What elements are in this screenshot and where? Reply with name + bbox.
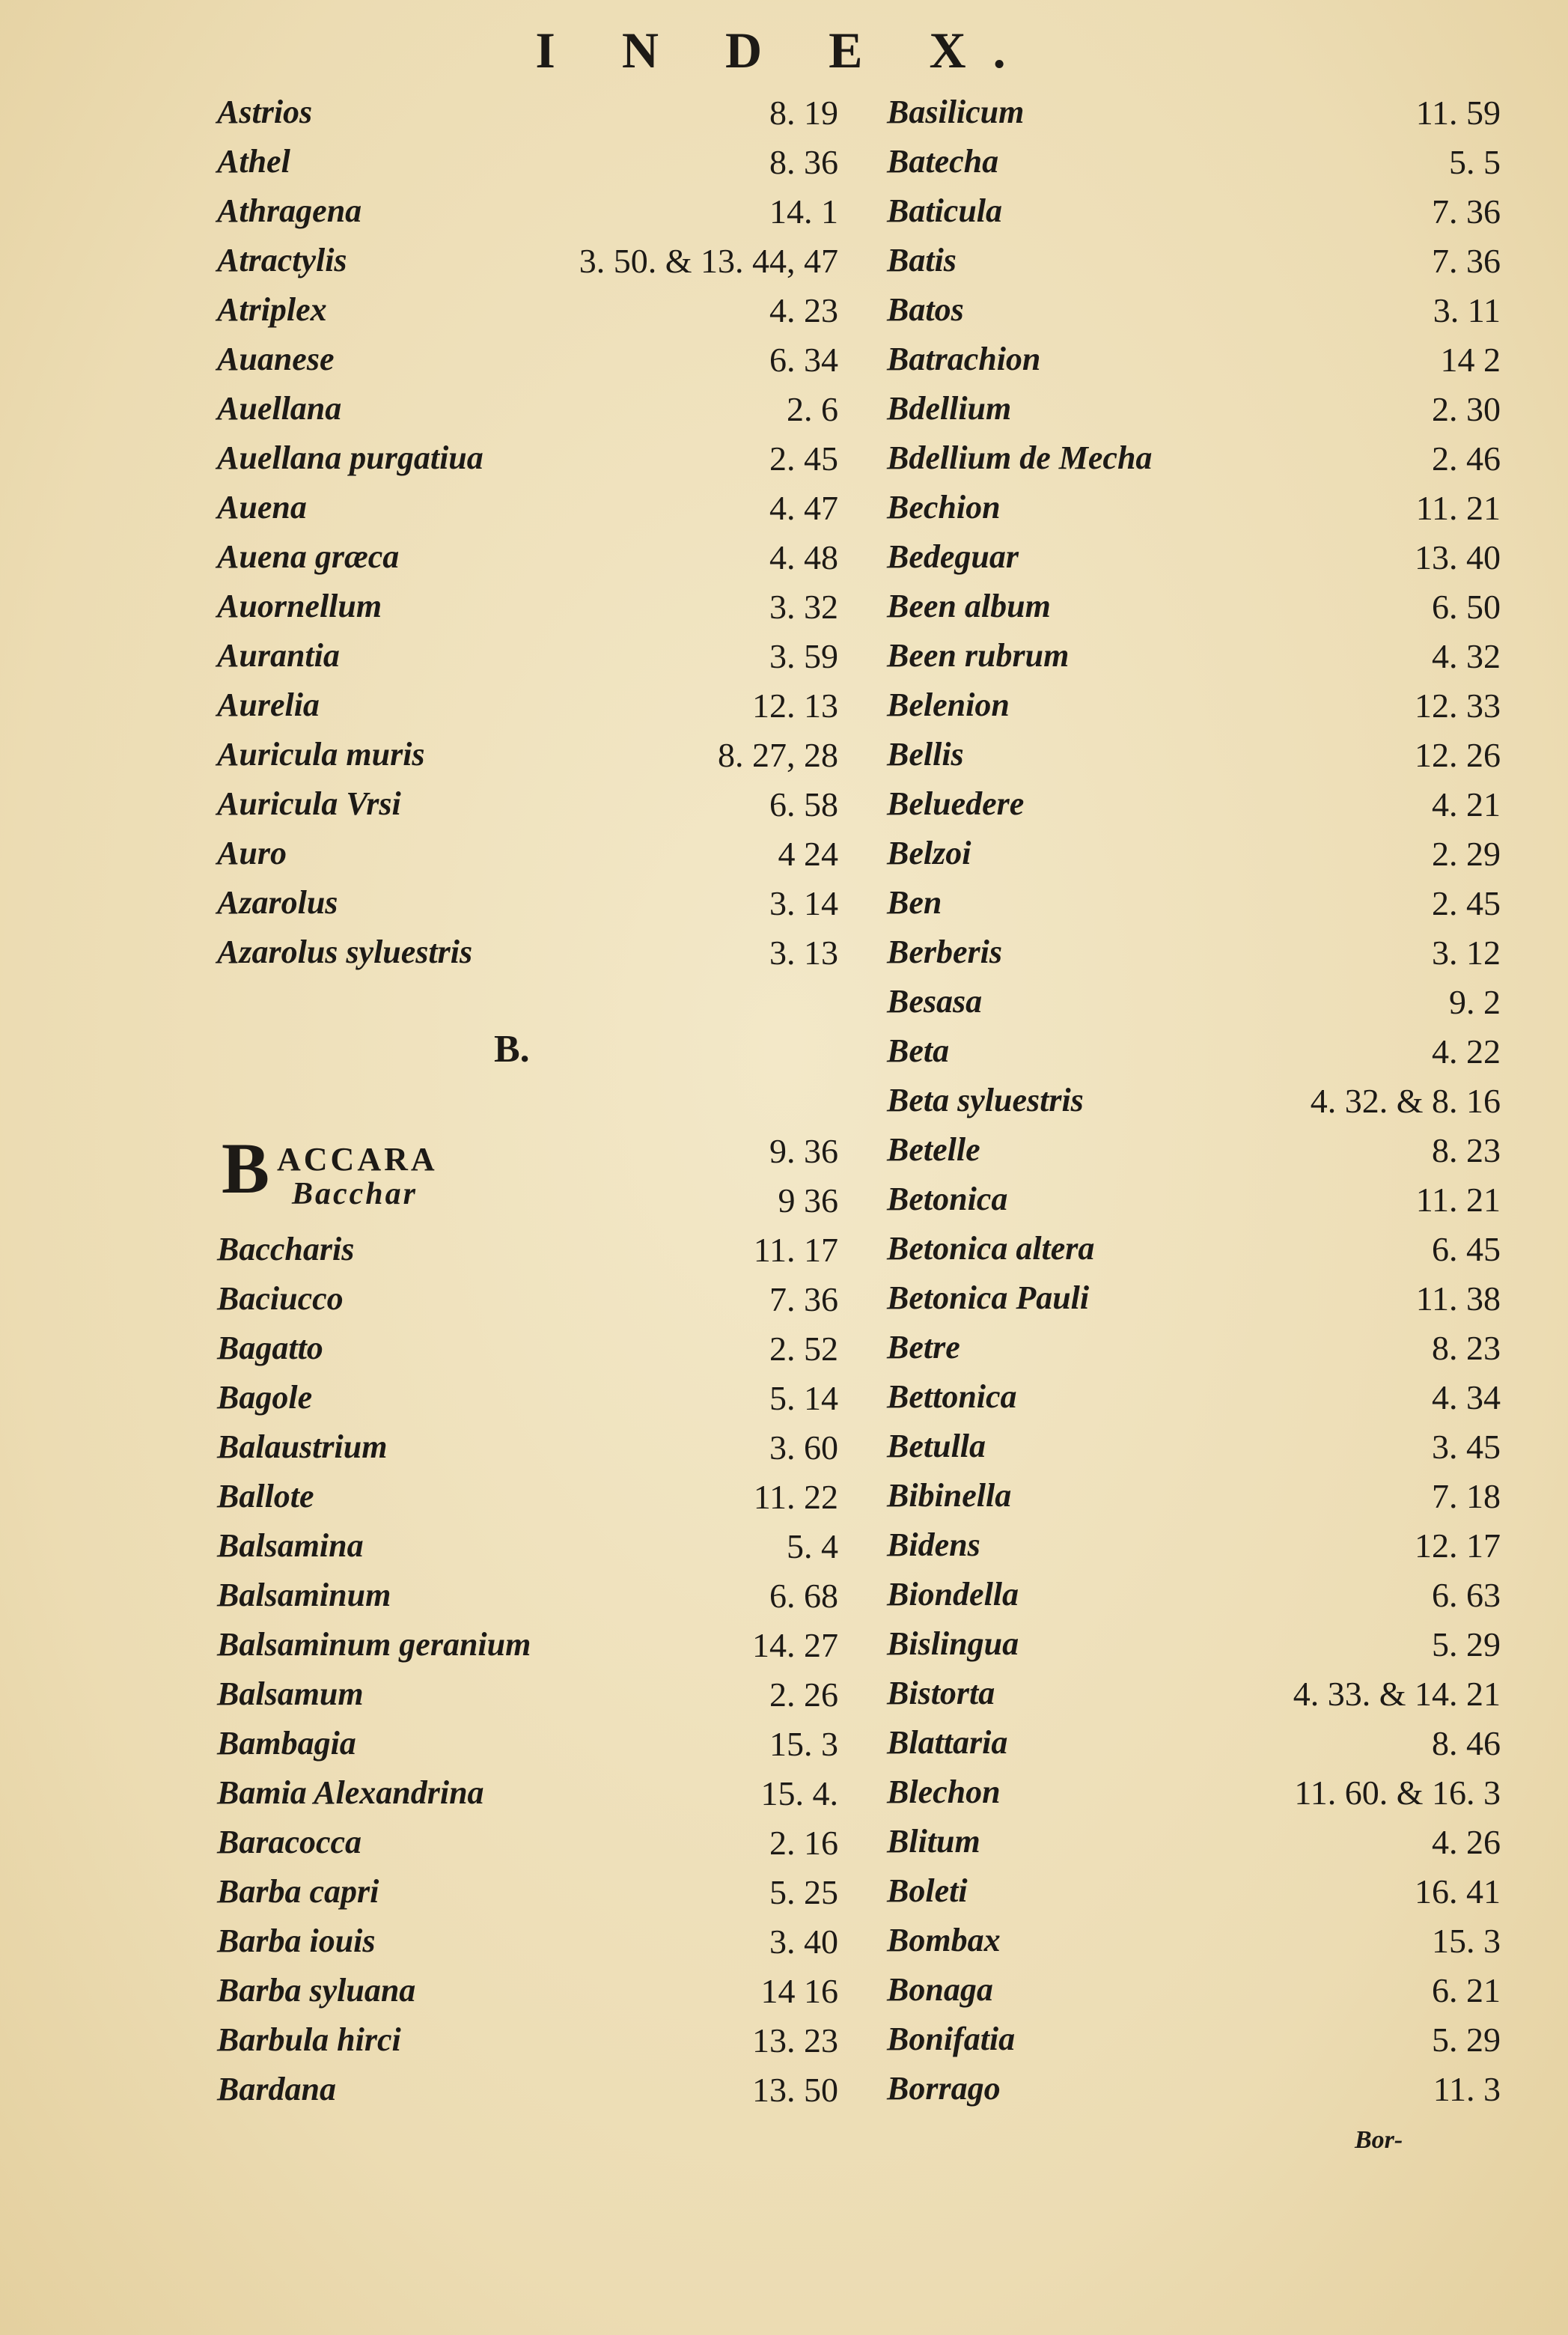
index-entry xyxy=(210,780,838,829)
index-term: Batos xyxy=(887,291,964,328)
index-term: Bdellium de Mecha xyxy=(887,439,1153,476)
index-term: Beta xyxy=(887,1032,950,1069)
index-term: Astrios xyxy=(217,94,313,130)
index-term: Baccharis xyxy=(217,1231,355,1267)
index-reference: 2. 45 xyxy=(769,439,838,478)
index-entry xyxy=(210,1621,838,1670)
index-reference: 15. 4. xyxy=(760,1774,838,1812)
index-reference: 13. 50 xyxy=(752,2071,838,2109)
index-term: Betelle xyxy=(887,1131,980,1168)
index-term: Auanese xyxy=(217,341,335,377)
index-entry xyxy=(210,582,838,632)
index-entry xyxy=(879,1867,1501,1917)
index-reference: 4. 23 xyxy=(769,291,838,329)
index-reference: 8. 23 xyxy=(1432,1131,1501,1169)
index-entry xyxy=(210,484,838,533)
index-entry xyxy=(210,2065,838,2115)
index-entry xyxy=(879,1966,1501,2015)
index-reference: 12. 17 xyxy=(1415,1526,1501,1565)
index-term: Atriplex xyxy=(217,291,327,328)
index-term: Been album xyxy=(887,588,1051,624)
index-term: Aurelia xyxy=(217,687,320,723)
index-entry xyxy=(210,533,838,582)
index-entry xyxy=(210,928,838,978)
index-reference: 13. 40 xyxy=(1415,538,1501,576)
index-list-a xyxy=(210,88,838,978)
index-entry xyxy=(210,1324,838,1374)
index-entry xyxy=(210,1917,838,1967)
index-entry xyxy=(879,632,1501,681)
index-reference: 5. 5 xyxy=(1449,143,1501,181)
index-entry xyxy=(879,731,1501,780)
index-reference: 6. 58 xyxy=(769,785,838,824)
index-entry xyxy=(879,1225,1501,1274)
index-term: Balsaminum geranium xyxy=(217,1626,531,1663)
index-term: Batrachion xyxy=(887,341,1041,377)
index-entry xyxy=(879,1027,1501,1077)
index-reference: 14 16 xyxy=(760,1972,838,2010)
index-term: Ben xyxy=(887,884,942,921)
index-reference: 3. 40 xyxy=(769,1923,838,1961)
index-reference: 2. 16 xyxy=(769,1824,838,1862)
index-entry xyxy=(879,2015,1501,2065)
drop-cap-rest: ACCARA xyxy=(277,1141,438,1178)
index-reference: 4. 47 xyxy=(769,489,838,527)
index-entry xyxy=(210,632,838,681)
index-term: Barbula hirci xyxy=(217,2021,401,2058)
index-entry xyxy=(879,1274,1501,1324)
index-term: Bombax xyxy=(887,1922,1001,1958)
index-reference: 8. 36 xyxy=(769,143,838,181)
index-entry xyxy=(210,138,838,187)
index-reference: 11. 17 xyxy=(753,1231,838,1269)
index-list-right xyxy=(879,88,1501,2114)
index-reference: 11. 59 xyxy=(1415,94,1501,132)
index-reference: 6. 34 xyxy=(769,341,838,379)
index-reference: 3. 13 xyxy=(769,934,838,972)
index-term: Auellana purgatiua xyxy=(217,439,483,476)
index-entry xyxy=(210,1868,838,1917)
index-term: Auena græca xyxy=(217,538,400,575)
index-entry xyxy=(879,187,1501,237)
index-term: Bagole xyxy=(217,1379,313,1416)
index-term: Auricula muris xyxy=(217,736,425,773)
index-reference: 7. 36 xyxy=(769,1280,838,1318)
index-term: Been rubrum xyxy=(887,637,1070,674)
index-entry xyxy=(879,1373,1501,1422)
index-reference: 6. 45 xyxy=(1432,1230,1501,1268)
index-reference: 2. 45 xyxy=(1432,884,1501,922)
index-term: Boleti xyxy=(887,1872,968,1909)
index-reference: 3. 50. & 13. 44, 47 xyxy=(579,242,838,280)
index-entry xyxy=(879,978,1501,1027)
index-term: Betulla xyxy=(887,1428,986,1464)
index-entry xyxy=(879,335,1501,385)
index-entry xyxy=(879,484,1501,533)
index-entry xyxy=(210,1423,838,1473)
index-term: Besasa xyxy=(887,983,983,1020)
index-entry xyxy=(210,879,838,928)
index-entry xyxy=(879,1620,1501,1669)
index-term: Bardana xyxy=(217,2071,336,2107)
index-term: Auellana xyxy=(217,390,342,427)
index-entry xyxy=(879,88,1501,138)
index-term: Belzoi xyxy=(887,835,971,871)
index-reference: 11. 60. & 16. 3 xyxy=(1294,1774,1501,1812)
index-reference: 4 24 xyxy=(778,835,838,873)
index-term: Baracocca xyxy=(217,1824,362,1860)
index-entry xyxy=(879,1818,1501,1867)
index-reference: 4. 21 xyxy=(1432,785,1501,824)
page-title: I N D E X. xyxy=(535,22,1033,79)
index-reference: 8. 46 xyxy=(1432,1724,1501,1762)
index-reference: 4. 32 xyxy=(1432,637,1501,675)
index-reference: 7. 36 xyxy=(1432,242,1501,280)
index-reference: 2. 30 xyxy=(1432,390,1501,428)
index-term: Bibinella xyxy=(887,1477,1012,1514)
index-entry xyxy=(879,829,1501,879)
index-term: Bistorta xyxy=(887,1675,995,1711)
index-entry xyxy=(210,2016,838,2065)
index-entry xyxy=(210,1670,838,1720)
index-term: Bonaga xyxy=(887,1971,993,2008)
index-term: Basilicum xyxy=(887,94,1025,130)
index-term: Bettonica xyxy=(887,1378,1017,1415)
index-entry xyxy=(879,2065,1501,2114)
index-reference: 5. 14 xyxy=(769,1379,838,1417)
index-reference: 3. 12 xyxy=(1432,934,1501,972)
index-term: Betonica xyxy=(887,1181,1008,1217)
index-term: Athel xyxy=(217,143,290,180)
index-list-b xyxy=(210,1226,838,2115)
index-reference: 4. 26 xyxy=(1432,1823,1501,1861)
index-term: Balaustrium xyxy=(217,1428,388,1465)
index-reference: 14. 27 xyxy=(752,1626,838,1664)
index-entry xyxy=(210,1769,838,1818)
index-entry xyxy=(210,1571,838,1621)
index-term: Baticula xyxy=(887,192,1003,229)
index-reference: 3. 11 xyxy=(1433,291,1501,329)
index-term: Ballote xyxy=(217,1478,314,1514)
index-entry xyxy=(210,829,838,879)
index-entry xyxy=(879,1077,1501,1126)
index-entry xyxy=(210,731,838,780)
index-entry xyxy=(210,1720,838,1769)
right-column xyxy=(879,88,1501,2114)
index-reference: 11. 38 xyxy=(1415,1279,1501,1318)
index-reference: 3. 45 xyxy=(1432,1428,1501,1466)
index-reference: 7. 18 xyxy=(1432,1477,1501,1515)
index-reference: 15. 3 xyxy=(769,1725,838,1763)
index-term: Bagatto xyxy=(217,1330,323,1366)
index-entry xyxy=(879,434,1501,484)
index-entry xyxy=(210,1473,838,1522)
index-term: Bedeguar xyxy=(887,538,1019,575)
index-reference: 6. 63 xyxy=(1432,1576,1501,1614)
index-entry xyxy=(879,928,1501,978)
index-reference: 6. 21 xyxy=(1432,1971,1501,2009)
index-reference: 2. 6 xyxy=(787,390,838,428)
index-reference: 8. 27, 28 xyxy=(718,736,838,774)
index-entry xyxy=(210,1226,838,1275)
index-term: Auena xyxy=(217,489,307,526)
index-term: Athragena xyxy=(217,192,362,229)
index-reference: 5. 29 xyxy=(1432,1625,1501,1663)
index-reference: 2. 29 xyxy=(1432,835,1501,873)
index-entry xyxy=(210,1967,838,2016)
index-reference: 6. 68 xyxy=(769,1577,838,1615)
index-reference: 11. 3 xyxy=(1433,2070,1501,2108)
index-term: Berberis xyxy=(887,934,1002,970)
index-term: Bellis xyxy=(887,736,964,773)
index-reference: 3. 59 xyxy=(769,637,838,675)
index-entry xyxy=(879,1669,1501,1719)
index-term: Bambagia xyxy=(217,1725,356,1762)
index-reference: 3. 14 xyxy=(769,884,838,922)
index-reference: 14. 1 xyxy=(769,192,838,231)
index-term: Belenion xyxy=(887,687,1010,723)
index-term: Baciucco xyxy=(217,1280,344,1317)
index-entry xyxy=(879,582,1501,632)
index-entry xyxy=(879,681,1501,731)
index-reference: 9 36 xyxy=(778,1181,838,1220)
index-entry xyxy=(879,533,1501,582)
index-reference: 7. 36 xyxy=(1432,192,1501,231)
index-term: Auricula Vrsi xyxy=(217,785,401,822)
index-term: Auornellum xyxy=(217,588,382,624)
left-column-b xyxy=(210,1127,838,2115)
index-reference: 5. 29 xyxy=(1432,2021,1501,2059)
index-reference: 2. 46 xyxy=(1432,439,1501,478)
index-reference: 4. 22 xyxy=(1432,1032,1501,1071)
index-entry xyxy=(879,1324,1501,1373)
index-entry xyxy=(879,1768,1501,1818)
index-term: Balsamina xyxy=(217,1527,364,1564)
index-reference: 2. 52 xyxy=(769,1330,838,1368)
index-entry xyxy=(879,385,1501,434)
index-entry xyxy=(879,1571,1501,1620)
index-entry xyxy=(879,1126,1501,1175)
section-heading-b: B. xyxy=(494,1028,530,1071)
index-reference: 13. 23 xyxy=(752,2021,838,2060)
index-reference: 3. 60 xyxy=(769,1428,838,1467)
index-term: Bidens xyxy=(887,1526,980,1563)
index-reference: 16. 41 xyxy=(1415,1872,1501,1911)
index-reference: 12. 26 xyxy=(1415,736,1501,774)
index-term: Bechion xyxy=(887,489,1001,526)
index-entry xyxy=(210,286,838,335)
index-entry xyxy=(210,1127,838,1226)
index-term: Balsaminum xyxy=(217,1577,391,1613)
index-term: Betre xyxy=(887,1329,960,1366)
index-reference: 12. 13 xyxy=(752,687,838,725)
index-reference: 9. 36 xyxy=(769,1132,838,1170)
index-reference: 14 2 xyxy=(1440,341,1501,379)
index-reference: 3. 32 xyxy=(769,588,838,626)
index-subterm: Bacchar xyxy=(292,1177,418,1211)
index-entry xyxy=(879,1472,1501,1521)
index-term: Biondella xyxy=(887,1576,1019,1613)
index-term: Bonifatia xyxy=(887,2021,1016,2057)
index-entry xyxy=(210,1818,838,1868)
index-reference: 4. 32. & 8. 16 xyxy=(1310,1082,1501,1120)
index-entry xyxy=(210,187,838,237)
index-reference: 15. 3 xyxy=(1432,1922,1501,1960)
index-reference: 9. 2 xyxy=(1449,983,1501,1021)
index-entry xyxy=(879,879,1501,928)
index-reference: 6. 50 xyxy=(1432,588,1501,626)
index-entry xyxy=(210,1522,838,1571)
index-reference: 5. 4 xyxy=(787,1527,838,1565)
index-entry xyxy=(210,335,838,385)
index-term: Batecha xyxy=(887,143,999,180)
index-reference: 8. 23 xyxy=(1432,1329,1501,1367)
index-term: Blattaria xyxy=(887,1724,1008,1761)
index-entry xyxy=(210,237,838,286)
index-term: Bislingua xyxy=(887,1625,1019,1662)
index-term: Barba syluana xyxy=(217,1972,416,2009)
index-reference: 11. 21 xyxy=(1415,489,1501,527)
index-entry xyxy=(210,681,838,731)
index-term: Borrago xyxy=(887,2070,1001,2107)
index-term: Aurantia xyxy=(217,637,340,674)
index-entry xyxy=(879,780,1501,829)
index-term: Bdellium xyxy=(887,390,1012,427)
index-term: Beluedere xyxy=(887,785,1025,822)
index-term: Betonica altera xyxy=(887,1230,1095,1267)
index-entry xyxy=(210,88,838,138)
index-entry xyxy=(879,1719,1501,1768)
index-term: Barba capri xyxy=(217,1873,379,1910)
index-term: Balsamum xyxy=(217,1675,364,1712)
index-reference: 2. 26 xyxy=(769,1675,838,1714)
index-term: Azarolus xyxy=(217,884,338,921)
index-term: Barba iouis xyxy=(217,1923,376,1959)
index-reference: 5. 25 xyxy=(769,1873,838,1911)
index-reference: 12. 33 xyxy=(1415,687,1501,725)
index-reference: 4. 33. & 14. 21 xyxy=(1293,1675,1501,1713)
left-column xyxy=(210,88,838,978)
index-entry xyxy=(879,286,1501,335)
index-entry xyxy=(210,1374,838,1423)
index-term: Blitum xyxy=(887,1823,980,1860)
index-entry xyxy=(879,138,1501,187)
index-entry xyxy=(210,434,838,484)
index-term: Atractylis xyxy=(217,242,347,278)
index-reference: 4. 34 xyxy=(1432,1378,1501,1416)
index-term: Blechon xyxy=(887,1774,1001,1810)
index-entry xyxy=(879,1917,1501,1966)
index-reference: 11. 21 xyxy=(1415,1181,1501,1219)
index-entry xyxy=(879,1422,1501,1472)
index-term: Beta syluestris xyxy=(887,1082,1084,1118)
index-entry xyxy=(879,1521,1501,1571)
catchword: Bor- xyxy=(1355,2126,1403,2154)
index-entry xyxy=(879,1175,1501,1225)
index-term: Azarolus syluestris xyxy=(217,934,473,970)
index-entry xyxy=(879,237,1501,286)
index-reference: 4. 48 xyxy=(769,538,838,576)
index-term: Betonica Pauli xyxy=(887,1279,1090,1316)
index-entry xyxy=(210,385,838,434)
index-reference: 11. 22 xyxy=(753,1478,838,1516)
index-entry xyxy=(210,1275,838,1324)
drop-cap: B xyxy=(222,1128,272,1208)
index-term: Bamia Alexandrina xyxy=(217,1774,484,1811)
index-term: Batis xyxy=(887,242,957,278)
index-reference: 8. 19 xyxy=(769,94,838,132)
index-term: Auro xyxy=(217,835,287,871)
